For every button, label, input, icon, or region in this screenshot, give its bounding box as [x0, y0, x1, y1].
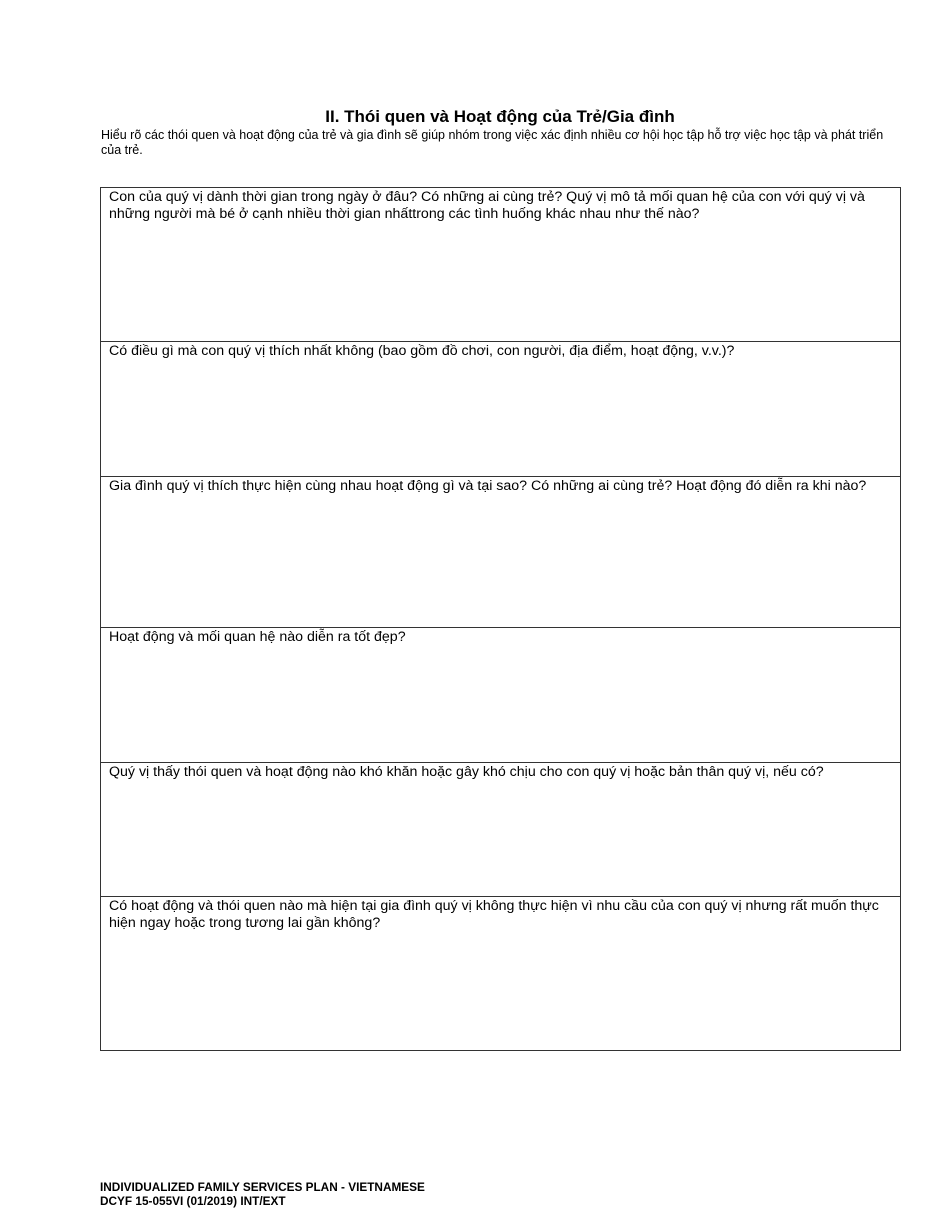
section-intro: Hiểu rõ các thói quen và hoạt động của trẻ và gia đình sẽ giúp nhóm trong việc xác định nhiều cơ hội học tập hỗ trợ việc học tập và phát triển của trẻ. [101, 128, 884, 157]
question-cell-6[interactable] [101, 897, 901, 1051]
question-label-6: Có hoạt động và thói quen nào mà hiện tại gia đình quý vị không thực hiện vì nhu cầu của con quý vị nhưng rất muốn thực hiện ngay hoặc trong tương lai gần không? [109, 898, 879, 931]
footer-form-name: INDIVIDUALIZED FAMILY SERVICES PLAN - VIETNAMESE [100, 1180, 425, 1194]
question-label-1: Con của quý vị dành thời gian trong ngày ở đâu? Có những ai cùng trẻ? Quý vị mô tả mối quan hệ của con với quý vị và những người mà bé ở cạnh nhiều thời gian nhấttrong các tình huống khác nhau như thế nào? [109, 189, 865, 222]
question-cell-5[interactable] [101, 763, 901, 897]
question-label-2: Có điều gì mà con quý vị thích nhất không (bao gồm đồ chơi, con người, địa điểm, hoạt động, v.v.)? [109, 343, 735, 359]
question-cell-2[interactable] [101, 342, 901, 477]
section-title: II. Thói quen và Hoạt động của Trẻ/Gia đình [325, 107, 675, 126]
questions-table [100, 187, 901, 1051]
question-label-3: Gia đình quý vị thích thực hiện cùng nhau hoạt động gì và tại sao? Có những ai cùng trẻ? Hoạt động đó diễn ra khi nào? [109, 478, 867, 494]
question-cell-1[interactable] [101, 188, 901, 342]
question-label-4: Hoạt động và mối quan hệ nào diễn ra tốt đẹp? [109, 629, 406, 645]
footer-form-number: DCYF 15-055VI (01/2019) INT/EXT [100, 1194, 286, 1208]
question-label-5: Quý vị thấy thói quen và hoạt động nào khó khăn hoặc gây khó chịu cho con quý vị hoặc bản thân quý vị, nếu có? [109, 764, 824, 780]
question-cell-3[interactable] [101, 477, 901, 628]
form-footer [100, 1180, 425, 1208]
question-cell-4[interactable] [101, 628, 901, 763]
